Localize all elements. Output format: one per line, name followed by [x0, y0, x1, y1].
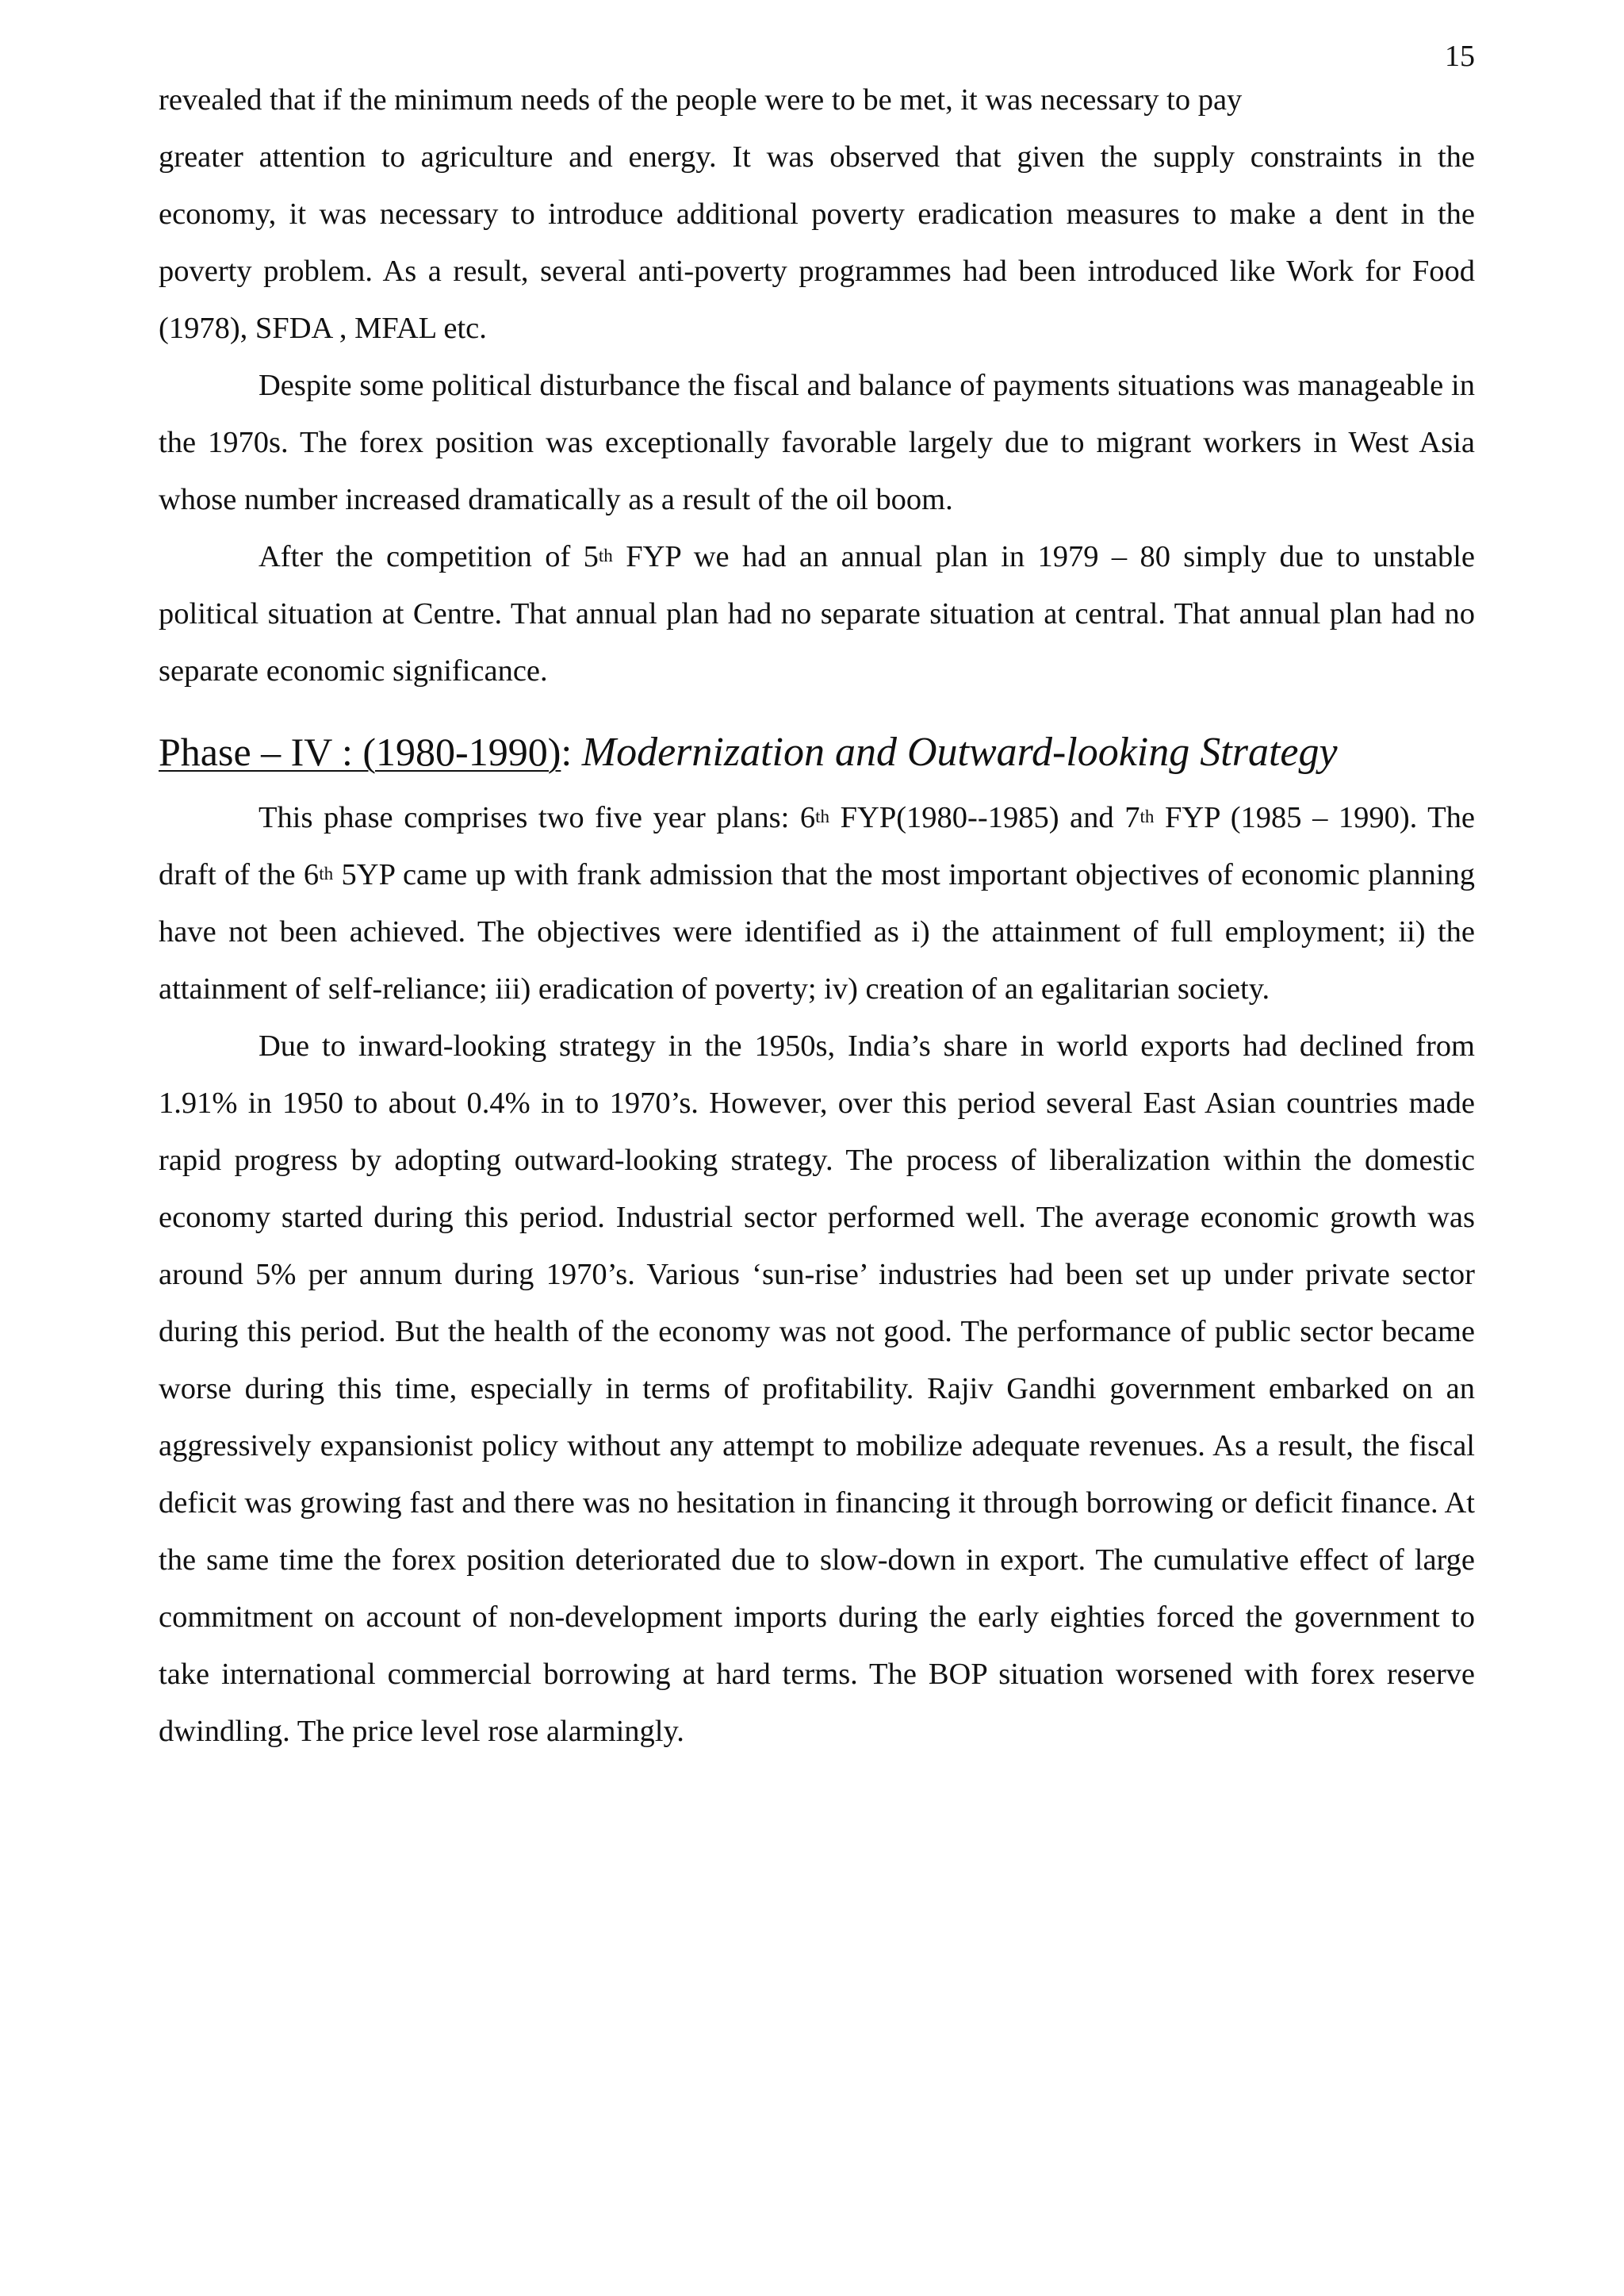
section-title: Modernization and Outward-looking Strategy: [581, 730, 1338, 775]
ordinal-suffix: th: [815, 806, 830, 827]
paragraph-carryover: [159, 71, 1475, 357]
ordinal-suffix: th: [598, 545, 613, 566]
paragraph-text: This phase comprises two five year plans: 6: [259, 801, 816, 834]
paragraph-five-year-plans: [159, 789, 1475, 1018]
paragraph-inward-looking: [159, 1018, 1475, 1760]
paragraph-text: 5YP came up with frank admission that the most important objectives of economic planning have not been achieved. The objectives were identified as i) the attainment of full employment; ii) the attainment of self-reliance; iii) eradication of poverty; iv) creation of an egalitarian society.: [159, 858, 1475, 1006]
paragraph-text: FYP(1980--1985) and 7: [829, 801, 1140, 834]
paragraph-text: FYP (1985 – 1990). The draft of the 6: [159, 801, 1476, 891]
paragraph-text: After the competition of 5: [259, 540, 599, 573]
page-number: 15: [1445, 40, 1475, 73]
paragraph-text: FYP we had an annual plan in 1979 – 80 simply due to unstable political situation at Centre. That annual plan had no separate situation at central. That annual plan had no separate economic significance.: [159, 540, 1475, 688]
paragraph-fiscal-bop: [159, 357, 1475, 528]
paragraph-first-line: revealed that if the minimum needs of the people were to be met, it was necessary to pay: [159, 83, 1243, 117]
paragraph-text: Despite some political disturbance the fiscal and balance of payments situations was manageable in the 1970s. The forex position was exceptionally favorable largely due to migrant workers in West Asia whose number increased dramatically as a result of the oil boom.: [159, 369, 1475, 516]
ordinal-suffix: th: [319, 863, 334, 884]
section-phase-label: Phase – IV : (1980-1990): [159, 730, 561, 774]
ordinal-suffix: th: [1139, 806, 1155, 827]
paragraph-text: greater attention to agriculture and energy. It was observed that given the supply constraints in the economy, it was necessary to introduce additional poverty eradication measures to make a dent in the poverty problem. As a result, several anti-poverty programmes had been introduced like Work for Food (1978), SFDA , MFAL etc.: [159, 140, 1475, 345]
paragraph-annual-plan: [159, 528, 1475, 700]
section-heading: [159, 720, 1475, 784]
paragraph-text: Due to inward-looking strategy in the 1950s, India’s share in world exports had declined from 1.91% in 1950 to about 0.4% in to 1970’s. However, over this period several East Asian countries made rapid progress by adopting outward-looking strategy. The process of liberalization within the domestic economy started during this period. Industrial sector performed well. The average economic growth was around 5% per annum during 1970’s. Various ‘sun-rise’ industries had been set up under private sector during this period. But the health of the economy was not good. The performance of public sector became worse during this time, especially in terms of profitability. Rajiv Gandhi government embarked on an aggressively expansionist policy without any attempt to mobilize adequate revenues. As a result, the fiscal deficit was growing fast and there was no hesitation in financing it through borrowing or deficit finance. At the same time the forex position deteriorated due to slow-down in export. The cumulative effect of large commitment on account of non-development imports during the early eighties forced the government to take international commercial borrowing at hard terms. The BOP situation worsened with forex reserve dwindling. The price level rose alarmingly.: [159, 1029, 1475, 1748]
document-body: [159, 71, 1475, 1760]
section-colon: :: [561, 730, 573, 774]
